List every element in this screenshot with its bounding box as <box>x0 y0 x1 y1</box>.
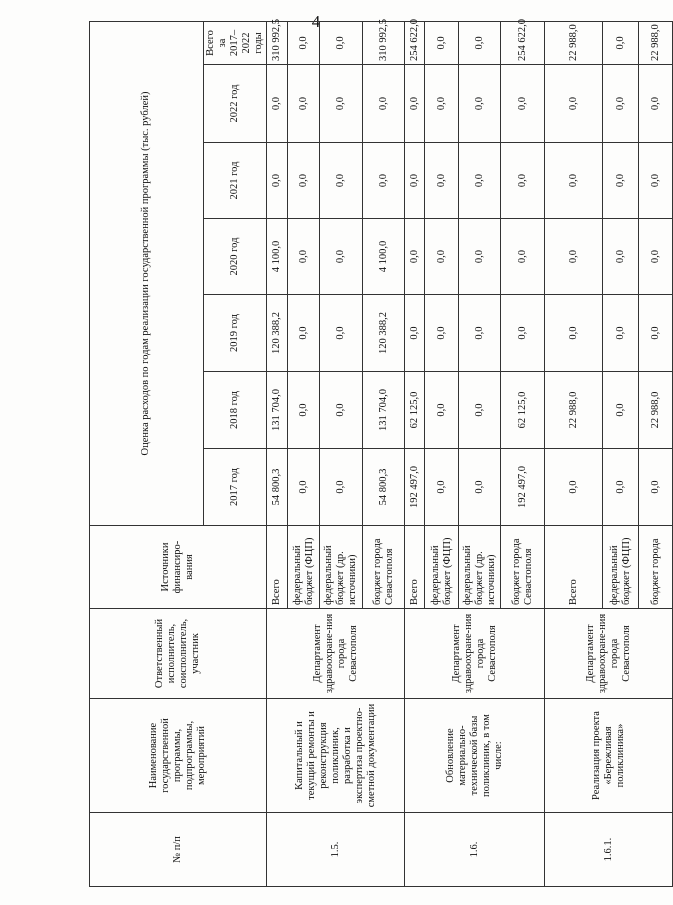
cell-value: 22 988,0 <box>545 372 603 449</box>
cell-value: 0,0 <box>501 295 545 372</box>
header-year: 2019 год <box>204 295 267 372</box>
cell-value: 0,0 <box>320 143 363 219</box>
cell-value: 0,0 <box>288 219 320 295</box>
cell-value: 0,0 <box>363 65 405 143</box>
cell-value: 131 704,0 <box>363 372 405 449</box>
cell-value: 0,0 <box>501 65 545 143</box>
cell-value: 0,0 <box>320 65 363 143</box>
row-name: Обновление материально-технической базы поликлиник, в том числе: <box>405 699 545 813</box>
cell-value: 0,0 <box>459 143 501 219</box>
cell-value: 54 800,3 <box>363 449 405 526</box>
row-num: 1.6. <box>405 813 545 887</box>
row-source: бюджет города Севастополя <box>363 526 405 609</box>
cell-value: 0,0 <box>603 372 639 449</box>
cell-value: 0,0 <box>288 372 320 449</box>
cell-value: 0,0 <box>545 65 603 143</box>
cell-value: 0,0 <box>425 449 459 526</box>
cell-value: 254 622,0 <box>501 21 545 64</box>
page-number: 4 <box>311 12 321 31</box>
row-source: федеральный бюджет (ФЦП) <box>603 526 639 609</box>
cell-value: 54 800,3 <box>267 449 288 526</box>
header-year: 2021 год <box>204 143 267 219</box>
header-total: Всего за 2017–2022 годы <box>204 21 267 64</box>
header-year: 2020 год <box>204 219 267 295</box>
row-name: Капитальный и текущий ремонты и реконструкция поликлиник, разработка и экспертиза проектно-сметной документации <box>267 699 405 813</box>
table-row <box>545 21 603 886</box>
cell-value: 0,0 <box>639 295 673 372</box>
row-source: бюджет города Севастополя <box>501 526 545 609</box>
cell-value: 0,0 <box>425 372 459 449</box>
cell-value: 0,0 <box>639 219 673 295</box>
cell-value: 0,0 <box>501 143 545 219</box>
cell-value: 0,0 <box>288 65 320 143</box>
cell-value: 192 497,0 <box>405 449 425 526</box>
header-year: 2022 год <box>204 65 267 143</box>
cell-value: 0,0 <box>425 65 459 143</box>
cell-value: 0,0 <box>459 295 501 372</box>
row-responsible: Департамент здравоохране-ния города Севастополя <box>267 609 405 699</box>
header-responsible: Ответственный исполнитель, соисполнитель, участник <box>90 609 267 699</box>
cell-value: 4 100,0 <box>363 219 405 295</box>
row-source: бюджет города <box>639 526 673 609</box>
cell-value: 0,0 <box>405 143 425 219</box>
cell-value: 310 992,5 <box>363 21 405 64</box>
row-source: Всего <box>267 526 288 609</box>
cell-value: 0,0 <box>501 219 545 295</box>
table-row <box>405 21 425 886</box>
cell-value: 0,0 <box>363 143 405 219</box>
cell-value: 131 704,0 <box>267 372 288 449</box>
header-year: 2017 год <box>204 449 267 526</box>
cell-value: 120 388,2 <box>363 295 405 372</box>
cell-value: 0,0 <box>405 219 425 295</box>
header-name: Наименование государственной программы, подпрограммы, мероприятий <box>90 699 267 813</box>
header-estimate: Оценка расходов по годам реализации государственной программы (тыс. рублей) <box>90 21 204 525</box>
cell-value: 0,0 <box>320 449 363 526</box>
cell-value: 0,0 <box>639 143 673 219</box>
header-num: № п/п <box>90 813 267 887</box>
row-responsible: Департамент здравоохране-ния города Севастополя <box>405 609 545 699</box>
cell-value: 0,0 <box>545 219 603 295</box>
cell-value: 0,0 <box>603 295 639 372</box>
cell-value: 0,0 <box>320 21 363 64</box>
header-year: 2018 год <box>204 372 267 449</box>
cell-value: 0,0 <box>603 21 639 64</box>
cell-value: 0,0 <box>288 295 320 372</box>
row-source: федеральный бюджет (ФЦП) <box>288 526 320 609</box>
cell-value: 0,0 <box>405 295 425 372</box>
row-source: Всего <box>545 526 603 609</box>
cell-value: 310 992,5 <box>267 21 288 64</box>
cell-value: 0,0 <box>320 372 363 449</box>
cell-value: 0,0 <box>545 143 603 219</box>
cell-value: 0,0 <box>288 449 320 526</box>
cell-value: 0,0 <box>459 21 501 64</box>
cell-value: 0,0 <box>267 65 288 143</box>
header-source: Источники финансиро-вания <box>90 526 267 609</box>
cell-value: 0,0 <box>603 65 639 143</box>
row-num: 1.5. <box>267 813 405 887</box>
cell-value: 0,0 <box>267 143 288 219</box>
cell-value: 120 388,2 <box>267 295 288 372</box>
cell-value: 0,0 <box>425 219 459 295</box>
cell-value: 22 988,0 <box>639 372 673 449</box>
row-responsible: Департамент здравоохране-ния города Севастополя <box>545 609 673 699</box>
row-source: федеральный бюджет (др. источники) <box>320 526 363 609</box>
cell-value: 0,0 <box>639 449 673 526</box>
cell-value: 0,0 <box>603 143 639 219</box>
cell-value: 0,0 <box>320 219 363 295</box>
cell-value: 254 622,0 <box>405 21 425 64</box>
cell-value: 4 100,0 <box>267 219 288 295</box>
cell-value: 22 988,0 <box>639 21 673 64</box>
cell-value: 0,0 <box>405 65 425 143</box>
cell-value: 0,0 <box>425 143 459 219</box>
cell-value: 0,0 <box>288 21 320 64</box>
cell-value: 0,0 <box>425 295 459 372</box>
cell-value: 0,0 <box>459 219 501 295</box>
cell-value: 0,0 <box>459 449 501 526</box>
cell-value: 192 497,0 <box>501 449 545 526</box>
row-source: федеральный бюджет (др. источники) <box>459 526 501 609</box>
cell-value: 0,0 <box>639 65 673 143</box>
cell-value: 62 125,0 <box>405 372 425 449</box>
cell-value: 0,0 <box>545 295 603 372</box>
cell-value: 0,0 <box>425 21 459 64</box>
row-num: 1.6.1. <box>545 813 673 887</box>
cell-value: 0,0 <box>545 449 603 526</box>
cell-value: 0,0 <box>288 143 320 219</box>
row-name: Реализация проекта «Бережливая поликлиника» <box>545 699 673 813</box>
row-source: Всего <box>405 526 425 609</box>
cell-value: 22 988,0 <box>545 21 603 64</box>
rotated-table-container <box>89 19 661 887</box>
cell-value: 0,0 <box>459 65 501 143</box>
row-source: федеральный бюджет (ФЦП) <box>425 526 459 609</box>
cell-value: 0,0 <box>459 372 501 449</box>
table-row <box>267 21 288 886</box>
cell-value: 0,0 <box>320 295 363 372</box>
cell-value: 0,0 <box>603 219 639 295</box>
cell-value: 0,0 <box>603 449 639 526</box>
program-expenses-table <box>89 21 673 887</box>
cell-value: 62 125,0 <box>501 372 545 449</box>
